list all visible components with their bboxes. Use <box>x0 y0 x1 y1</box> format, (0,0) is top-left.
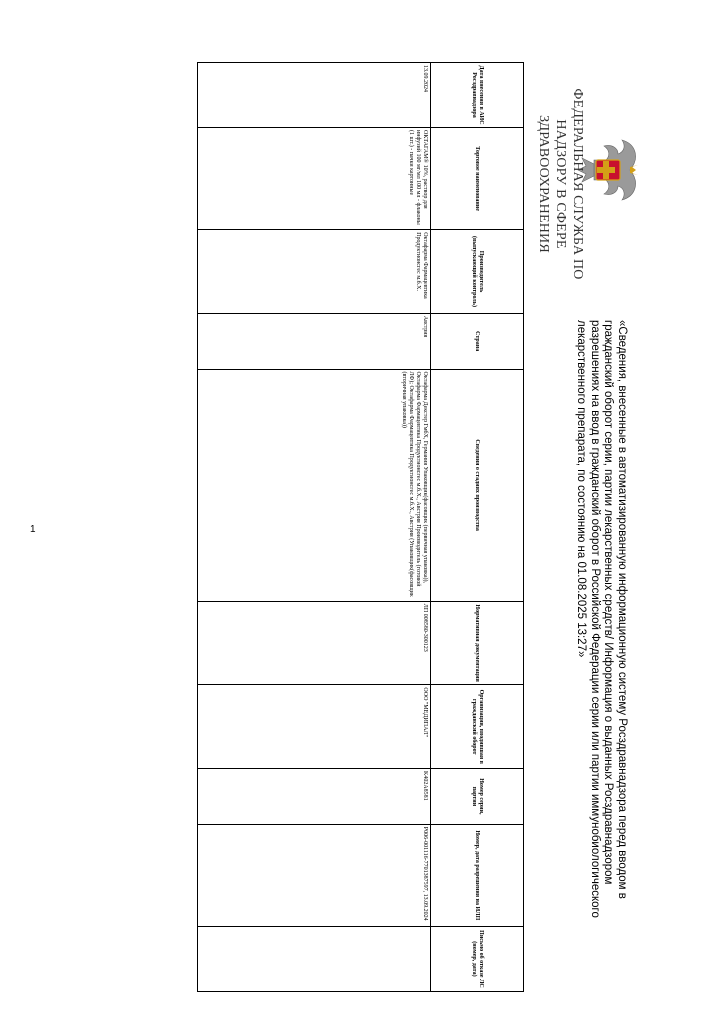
header-permit: Номер, дата разрешения на ИЛП <box>431 824 524 926</box>
registry-table <box>197 62 524 992</box>
cell-trade-name: ОКТАГАМ® 10%, раствор для инфузий 100 мг/мл 100 мл - флаконы (1 шт.) - пачки картонные <box>198 128 431 230</box>
cell-production-stages: Октафарма Декстер ГмбХ, Германия Упаковщик(фасовщик (первичная упаковка)), Октафарма Фармацевтика Продуктионсгес м.б.Х., Австрия Производитель (готовой ЛФ); Октафарма Фармацевтика Продуктионсгес м.б.Х., Австрия (Упаковщик(фасовщик (вторичная упаковка)) <box>198 369 431 601</box>
document-heading: «Сведения, внесенные в автоматизированную информационную систему Росздравнадзора перед вводом в гражданский оборот серии, партии лекарственных средств/ Информация о выданных Росздравнадзором разрешениях на ввод в гражданский оборот в Российской Федерации серии или партии иммунобиологического лекарственного препарата, по состоянию на 01.08.2025 13:27» <box>575 320 628 918</box>
header-country: Страна <box>431 313 524 369</box>
cell-batch-number: K402A8581 <box>198 769 431 825</box>
table-header-row <box>431 63 524 992</box>
cell-manufacturer: Октафарма Фармацевтика Продуктионсгес м.б.Х. <box>198 230 431 314</box>
table-row <box>198 63 431 992</box>
header-batch-number: Номер серии, партии <box>431 769 524 825</box>
page-number: 1 <box>30 524 36 535</box>
header-trade-name: Торговое наименование <box>431 128 524 230</box>
header-refusal-letter: Письмо об отказе ЛС (номер, дата) <box>431 926 524 991</box>
cell-country: Австрия <box>198 313 431 369</box>
cell-permit: Р006-001116-7701387597, 13.09.2024 <box>198 824 431 926</box>
cell-date: 13.09.2024 <box>198 63 431 128</box>
header-date: Дата внесения в АИС Росздравнадзора <box>431 63 524 128</box>
cell-refusal-letter <box>198 926 431 991</box>
organization-name: ФЕДЕРАЛЬНАЯ СЛУЖБА ПО НАДЗОРУ В СФЕРЕ ЗДРАВООХРАНЕНИЯ <box>536 88 585 280</box>
header-organization: Организация, вводившая в гражданский оборот <box>431 685 524 769</box>
header-production-stages: Сведения о стадиях производства <box>431 369 524 601</box>
cell-normative-doc: ЛП 008580-300123 <box>198 601 431 685</box>
cell-organization: ООО "МЕДИПАЛ" <box>198 685 431 769</box>
header-normative-doc: Нормативная документация <box>431 601 524 685</box>
header-manufacturer: Производитель (выпускающий контроль) <box>431 230 524 314</box>
